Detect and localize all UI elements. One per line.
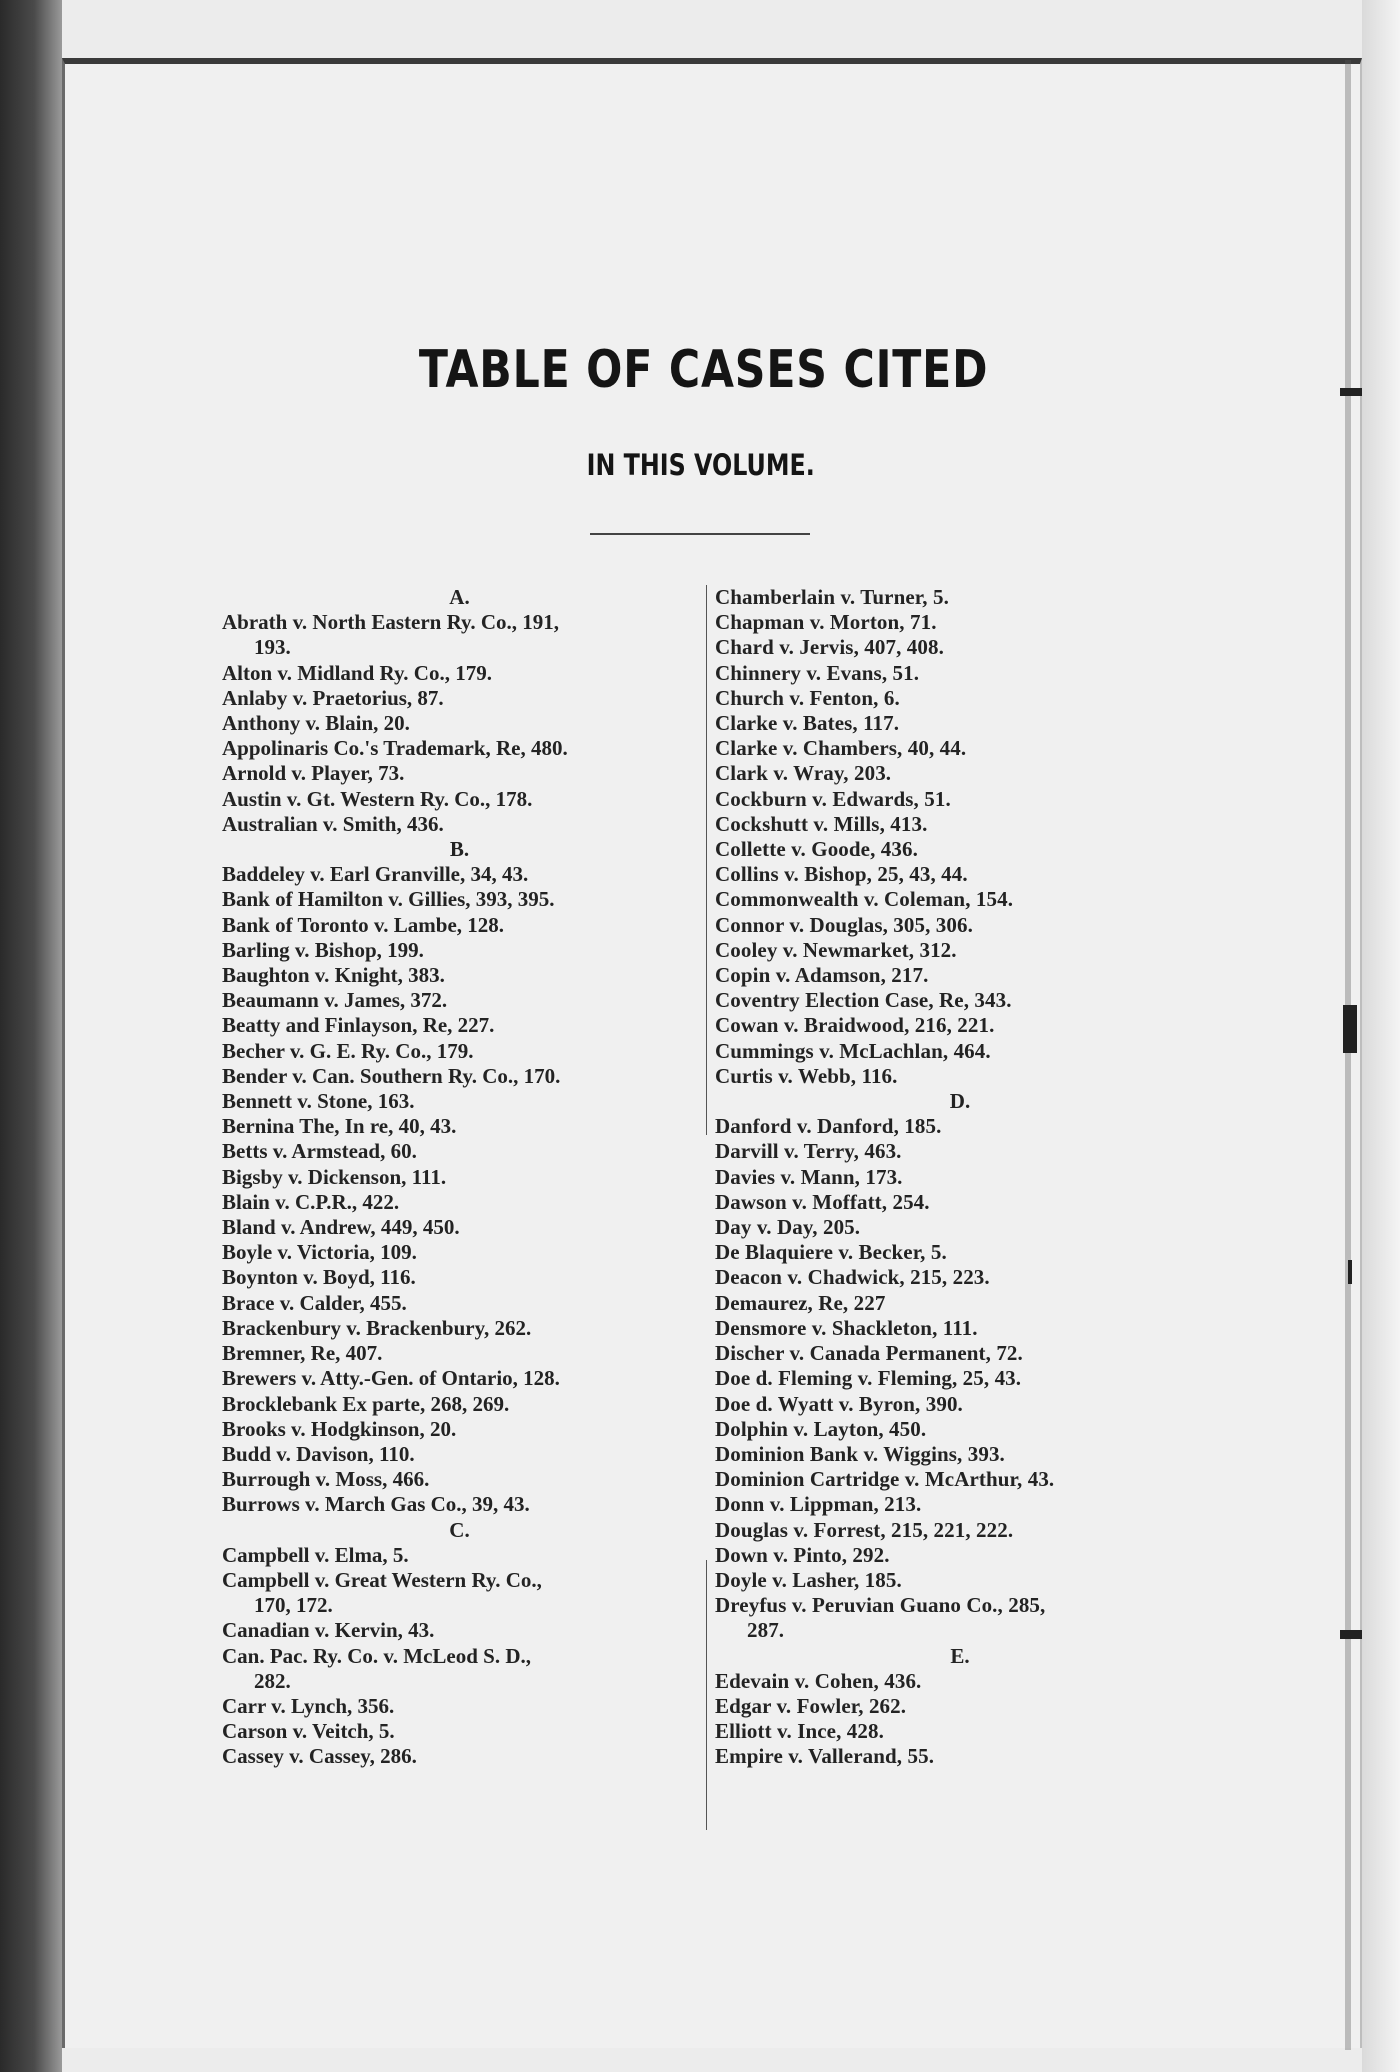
case-citation: Church v. Fenton, 6. [715, 685, 900, 710]
case-citation: Bland v. Andrew, 449, 450. [222, 1215, 460, 1240]
case-citation: Bernina The, In re, 40, 43. [222, 1114, 457, 1139]
case-citation: Burrows v. March Gas Co., 39, 43. [222, 1492, 530, 1517]
case-entry [715, 711, 1205, 736]
left-column [222, 585, 697, 1770]
case-entry [222, 1744, 697, 1769]
case-citation: Budd v. Davison, 110. [222, 1441, 415, 1466]
case-citation: Clarke v. Bates, 117. [715, 711, 900, 736]
case-entry [222, 661, 697, 686]
case-entry [715, 761, 1205, 786]
case-entry [222, 1543, 697, 1568]
case-citation: Down v. Pinto, 292. [715, 1542, 890, 1567]
case-citation: Cockshutt v. Mills, 413. [715, 811, 928, 836]
case-citation: Curtis v. Webb, 116. [715, 1063, 898, 1088]
case-citation: Carr v. Lynch, 356. [222, 1693, 395, 1718]
margin-mark [1340, 388, 1362, 396]
case-entry [222, 1316, 697, 1341]
case-citation: Anlaby v. Praetorius, 87. [222, 685, 444, 710]
case-citation-continued: 170, 172. [254, 1593, 333, 1618]
page-subtitle: IN THIS VOLUME. [586, 448, 815, 482]
case-citation: Doe d. Wyatt v. Byron, 390. [715, 1391, 963, 1416]
case-citation: Darvill v. Terry, 463. [715, 1139, 902, 1164]
case-entry [222, 1467, 697, 1492]
case-entry [222, 1240, 697, 1265]
case-citation: Boyle v. Victoria, 109. [222, 1240, 417, 1265]
case-citation: Dominion Cartridge v. McArthur, 43. [715, 1467, 1055, 1492]
page-title: TABLE OF CASES CITED [418, 340, 989, 400]
section-letter: E. [950, 1643, 970, 1668]
case-entry [222, 1089, 697, 1114]
case-citation: Dolphin v. Layton, 450. [715, 1416, 927, 1441]
case-entry [715, 1165, 1205, 1190]
case-citation: Barling v. Bishop, 199. [222, 937, 424, 962]
case-citation: Brooks v. Hodgkinson, 20. [222, 1416, 457, 1441]
case-citation: Appolinaris Co.'s Trademark, Re, 480. [222, 736, 568, 761]
case-citation: Baddeley v. Earl Granville, 34, 43. [222, 862, 529, 887]
case-citation: Austin v. Gt. Western Ry. Co., 178. [222, 786, 533, 811]
case-entry [222, 1190, 697, 1215]
title-divider [590, 533, 810, 535]
case-entry [715, 1240, 1205, 1265]
case-entry [222, 1341, 697, 1366]
section-letter: C. [449, 1517, 470, 1542]
case-citation: Coventry Election Case, Re, 343. [715, 988, 1012, 1013]
case-citation: Bank of Hamilton v. Gillies, 393, 395. [222, 887, 555, 912]
case-entry [222, 812, 697, 837]
case-citation: Clarke v. Chambers, 40, 44. [715, 736, 967, 761]
case-citation: Connor v. Douglas, 305, 306. [715, 912, 973, 937]
case-entry [222, 1618, 697, 1643]
case-entry [715, 1744, 1205, 1769]
case-citation: Davies v. Mann, 173. [715, 1164, 903, 1189]
case-entry [222, 1694, 697, 1719]
case-entry [715, 736, 1205, 761]
section-letter: A. [449, 585, 470, 609]
case-citation: Deacon v. Chadwick, 215, 223. [715, 1265, 990, 1290]
page-margin-right [1362, 0, 1400, 2072]
case-entry [715, 887, 1205, 912]
case-entry [715, 1291, 1205, 1316]
case-citation: Demaurez, Re, 227 [715, 1290, 886, 1315]
case-citation: Brace v. Calder, 455. [222, 1290, 407, 1315]
case-citation: Bigsby v. Dickenson, 111. [222, 1164, 447, 1189]
case-citation: Boynton v. Boyd, 116. [222, 1265, 416, 1290]
case-citation: Doe d. Fleming v. Fleming, 25, 43. [715, 1366, 1022, 1391]
case-citation: Edevain v. Cohen, 436. [715, 1668, 922, 1693]
case-entry [222, 610, 697, 660]
case-citation: Abrath v. North Eastern Ry. Co., 191, [222, 610, 560, 635]
page-fold-edge [1345, 60, 1351, 2050]
case-entry [222, 1442, 697, 1467]
case-entry [715, 1392, 1205, 1417]
case-entry [222, 761, 697, 786]
case-entry [715, 988, 1205, 1013]
column-divider [706, 585, 707, 1135]
case-entry [715, 913, 1205, 938]
case-entry [715, 1492, 1205, 1517]
case-entry [222, 1492, 697, 1517]
case-citation: Beaumann v. James, 372. [222, 988, 448, 1013]
case-entry [715, 1139, 1205, 1164]
case-citation: Canadian v. Kervin, 43. [222, 1618, 435, 1643]
case-citation: Densmore v. Shackleton, 111. [715, 1315, 978, 1340]
section-letter: B. [449, 837, 470, 862]
case-entry [222, 1139, 697, 1164]
case-entry [715, 837, 1205, 862]
case-entry [222, 913, 697, 938]
case-entry [715, 1719, 1205, 1744]
case-entry [715, 1013, 1205, 1038]
case-citation: Empire v. Vallerand, 55. [715, 1744, 935, 1769]
case-entry [715, 1316, 1205, 1341]
case-entry [715, 1568, 1205, 1593]
case-citation: Cummings v. McLachlan, 464. [715, 1038, 991, 1063]
case-entry [222, 1291, 697, 1316]
case-citation: Arnold v. Player, 73. [222, 761, 405, 786]
case-entry [222, 1392, 697, 1417]
case-entry [715, 1215, 1205, 1240]
case-entry [222, 1568, 697, 1618]
case-citation-continued: 193. [254, 635, 291, 660]
margin-mark [1340, 1630, 1362, 1639]
case-citation: Dominion Bank v. Wiggins, 393. [715, 1441, 1005, 1466]
case-citation: Bremner, Re, 407. [222, 1341, 383, 1366]
case-citation: Copin v. Adamson, 217. [715, 963, 929, 988]
case-citation: Anthony v. Blain, 20. [222, 711, 410, 736]
case-citation: Betts v. Armstead, 60. [222, 1139, 417, 1164]
case-citation: Cockburn v. Edwards, 51. [715, 786, 951, 811]
case-citation-continued: 287. [747, 1618, 785, 1643]
case-citation: Chard v. Jervis, 407, 408. [715, 635, 944, 660]
case-entry [222, 887, 697, 912]
case-citation: Campbell v. Great Western Ry. Co., [222, 1567, 542, 1592]
case-citation: Baughton v. Knight, 383. [222, 963, 445, 988]
case-entry [715, 1669, 1205, 1694]
case-citation: Australian v. Smith, 436. [222, 811, 444, 836]
case-citation: Collins v. Bishop, 25, 43, 44. [715, 862, 968, 887]
margin-mark [1343, 1005, 1357, 1053]
case-citation: Cassey v. Cassey, 286. [222, 1744, 417, 1769]
case-entry [715, 610, 1205, 635]
case-entry [715, 938, 1205, 963]
case-citation: Cowan v. Braidwood, 216, 221. [715, 1013, 995, 1038]
case-entry [222, 1366, 697, 1391]
case-entry [715, 1039, 1205, 1064]
case-entry [222, 1114, 697, 1139]
case-entry [715, 862, 1205, 887]
case-citation: Carson v. Veitch, 5. [222, 1719, 395, 1744]
case-entry [222, 711, 697, 736]
right-column [715, 585, 1205, 1770]
case-entry [715, 787, 1205, 812]
case-entry [715, 1543, 1205, 1568]
case-entry [715, 812, 1205, 837]
case-citation: Discher v. Canada Permanent, 72. [715, 1341, 1023, 1366]
case-entry [222, 988, 697, 1013]
case-citation: Douglas v. Forrest, 215, 221, 222. [715, 1517, 1014, 1542]
case-entry [715, 1341, 1205, 1366]
case-entry [222, 1265, 697, 1290]
case-entry [222, 963, 697, 988]
case-entry [222, 1039, 697, 1064]
case-citation: Collette v. Goode, 436. [715, 837, 918, 862]
case-entry [715, 1114, 1205, 1139]
section-letter: D. [949, 1089, 971, 1114]
case-entry [222, 736, 697, 761]
case-entry [222, 1644, 697, 1694]
case-citation: Brocklebank Ex parte, 268, 269. [222, 1391, 510, 1416]
case-entry [222, 1417, 697, 1442]
case-citation: Campbell v. Elma, 5. [222, 1542, 409, 1567]
case-citation-continued: 282. [254, 1668, 291, 1693]
case-citation: Commonwealth v. Coleman, 154. [715, 887, 1014, 912]
case-entry [222, 1719, 697, 1744]
column-divider [706, 1560, 707, 1830]
case-entry [715, 963, 1205, 988]
case-citation: Can. Pac. Ry. Co. v. McLeod S. D., [222, 1643, 532, 1668]
case-entry [222, 1064, 697, 1089]
case-entry [715, 686, 1205, 711]
case-citation: Becher v. G. E. Ry. Co., 179. [222, 1038, 474, 1063]
case-entry [222, 1165, 697, 1190]
case-entry [715, 1694, 1205, 1719]
case-entry [715, 1467, 1205, 1492]
case-citation: Danford v. Danford, 185. [715, 1114, 942, 1139]
case-citation: Clark v. Wray, 203. [715, 761, 892, 786]
case-citation: Bender v. Can. Southern Ry. Co., 170. [222, 1063, 561, 1088]
case-citation: Bennett v. Stone, 163. [222, 1089, 415, 1114]
case-citation: Elliott v. Ince, 428. [715, 1719, 884, 1744]
case-entry [715, 1417, 1205, 1442]
case-citation: Dreyfus v. Peruvian Guano Co., 285, [715, 1593, 1046, 1618]
case-entry [222, 938, 697, 963]
case-citation: Burrough v. Moss, 466. [222, 1467, 430, 1492]
case-entry [715, 1265, 1205, 1290]
case-citation: Day v. Day, 205. [715, 1215, 861, 1240]
case-citation: Cooley v. Newmarket, 312. [715, 937, 957, 962]
case-citation: Brackenbury v. Brackenbury, 262. [222, 1315, 532, 1340]
case-citation: Bank of Toronto v. Lambe, 128. [222, 912, 505, 937]
case-entry [715, 635, 1205, 660]
margin-mark [1348, 1260, 1352, 1284]
case-citation: Doyle v. Lasher, 185. [715, 1567, 902, 1592]
case-entry [222, 1215, 697, 1240]
case-entry [222, 1013, 697, 1038]
case-citation: Beatty and Finlayson, Re, 227. [222, 1013, 495, 1038]
case-entry [715, 1366, 1205, 1391]
case-citation: Edgar v. Fowler, 262. [715, 1693, 907, 1718]
case-entry [222, 787, 697, 812]
case-entry [715, 1518, 1205, 1543]
case-citation: Blain v. C.P.R., 422. [222, 1189, 400, 1214]
case-entry [715, 585, 1205, 610]
case-citation: Alton v. Midland Ry. Co., 179. [222, 660, 492, 685]
case-entry [715, 1064, 1205, 1089]
book-binding-edge [0, 0, 62, 2072]
case-citation: Chinnery v. Evans, 51. [715, 660, 920, 685]
case-citation: Dawson v. Moffatt, 254. [715, 1189, 930, 1214]
case-entry [715, 1190, 1205, 1215]
case-entry [222, 862, 697, 887]
case-entry [715, 1593, 1205, 1643]
case-citation: Brewers v. Atty.-Gen. of Ontario, 128. [222, 1366, 560, 1391]
case-entry [715, 1442, 1205, 1467]
case-citation: De Blaquiere v. Becker, 5. [715, 1240, 947, 1265]
case-entry [222, 686, 697, 711]
case-citation: Chapman v. Morton, 71. [715, 610, 937, 635]
case-citation: Donn v. Lippman, 213. [715, 1492, 922, 1517]
case-citation: Chamberlain v. Turner, 5. [715, 585, 949, 609]
case-entry [715, 661, 1205, 686]
